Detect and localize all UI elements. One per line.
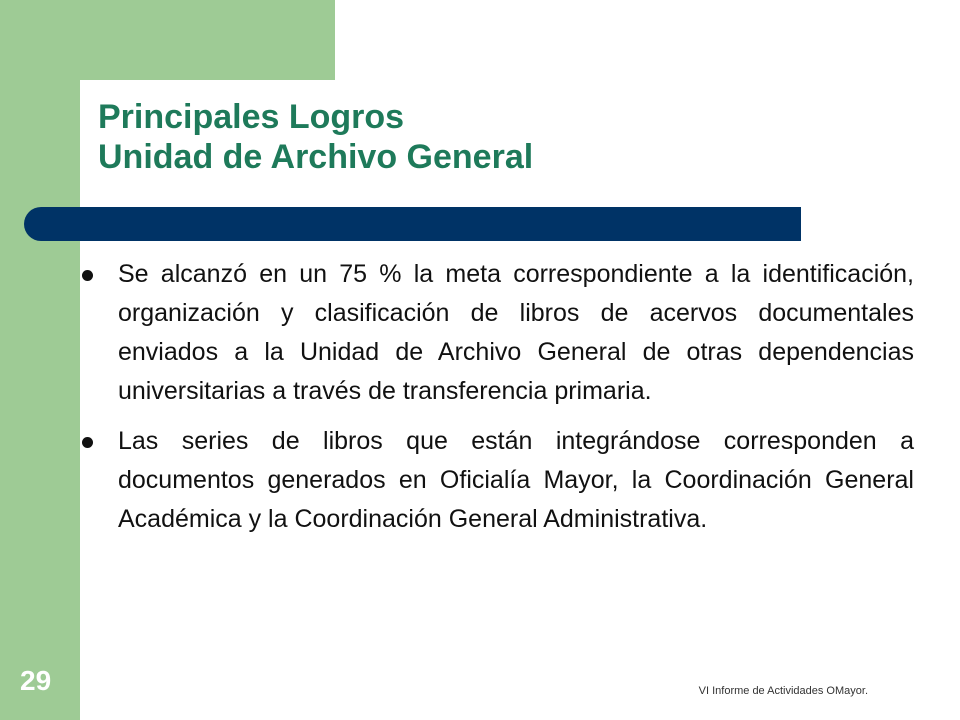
- bullet-dot-icon: [82, 270, 93, 281]
- bullet-item: [80, 422, 914, 539]
- title-underline-bar: [24, 207, 801, 241]
- bullet-text: Se alcanzó en un 75 % la meta correspondiente a la identificación, organización y clasificación de libros de acervos documentales enviados a la Unidad de Archivo General de otras dependencias universitarias a través de transferencia primaria.: [118, 260, 914, 405]
- green-top-band: [0, 0, 335, 80]
- slide-title-line2: Unidad de Archivo General: [98, 138, 534, 176]
- slide-title: [98, 97, 918, 177]
- slide-title-line1: Principales Logros: [98, 98, 405, 136]
- bullet-dot-icon: [82, 437, 93, 448]
- footer-text: VI Informe de Actividades OMayor.: [698, 685, 868, 697]
- bullet-text: Las series de libros que están integrándose corresponden a documentos generados en Oficialía Mayor, la Coordinación General Académica y la Coordinación General Administrativa.: [118, 427, 914, 533]
- bullet-list: [80, 255, 914, 550]
- slide-number: 29: [20, 665, 52, 696]
- green-sidebar: [0, 0, 80, 720]
- bullet-item: [80, 255, 914, 411]
